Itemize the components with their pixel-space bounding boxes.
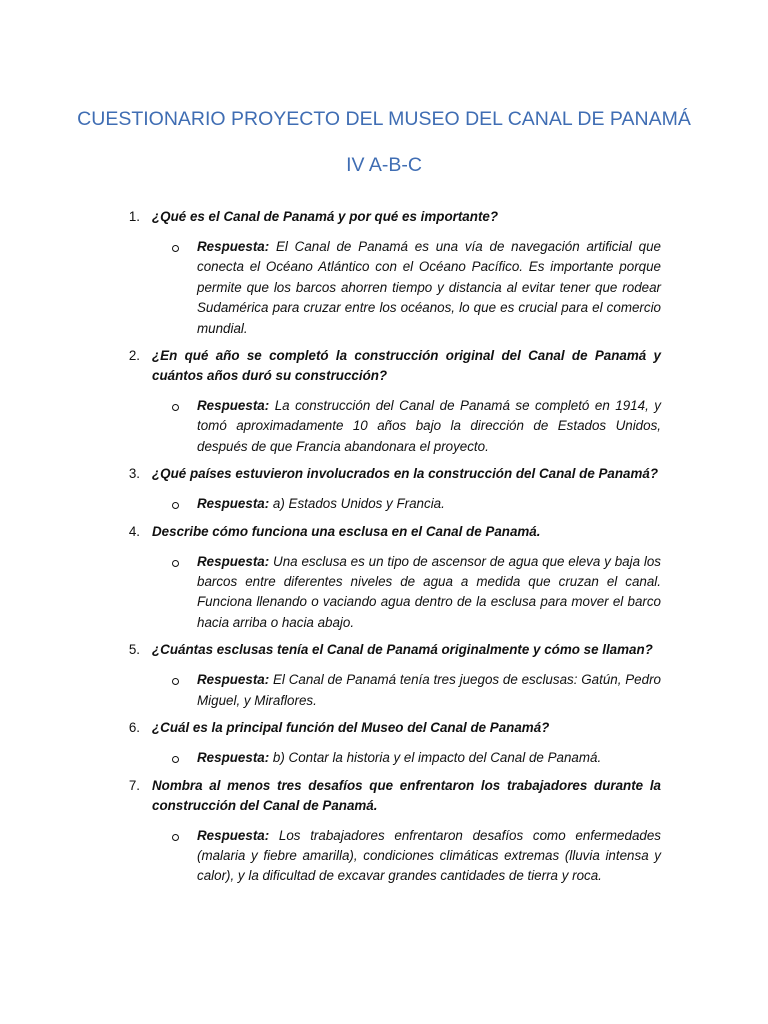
question-number: 5.: [128, 642, 140, 658]
question-text: Nombra al menos tres desafíos que enfrentaron los trabajadores durante la construcción del Canal de Panamá.: [152, 777, 661, 813]
answer-label: Respuesta:: [197, 827, 270, 843]
question-item: [0, 205, 768, 339]
question-text: ¿En qué año se completó la construcción original del Canal de Panamá y cuántos años duró su construcción?: [152, 348, 661, 384]
hollow-circle-bullet-icon: [172, 502, 179, 509]
answer-text: [197, 552, 661, 634]
question-text: ¿Qué países estuvieron involucrados en la construcción del Canal de Panamá?: [152, 466, 659, 482]
answer-body: Una esclusa es un tipo de ascensor de agua que eleva y baja los barcos entre diferentes niveles de agua a medida que cruzan el canal. Funciona llenando o vaciando agua dentro de la esclusa para mover el barco hacia arriba o hacia abajo.: [197, 553, 661, 630]
answer-item: [0, 670, 768, 711]
answer-body: a) Estados Unidos y Francia.: [272, 496, 445, 512]
hollow-circle-bullet-icon: [172, 245, 179, 252]
hollow-circle-bullet-icon: [172, 404, 179, 411]
answer-label: Respuesta:: [197, 553, 270, 569]
answer-item: [0, 826, 768, 887]
answer-text: [197, 396, 661, 457]
question-number: 6.: [128, 720, 140, 736]
answer-text: [197, 237, 661, 339]
question-number: 3.: [128, 466, 140, 482]
question-item: [0, 520, 768, 634]
question-item: [0, 638, 768, 711]
answer-label: Respuesta:: [197, 672, 270, 688]
answer-text: [197, 670, 661, 711]
answer-body: El Canal de Panamá es una vía de navegación artificial que conecta el Océano Atlántico con el Océano Pacífico. Es importante porque permite que los barcos ahorren tiempo y distancia al evitar tener que rodear Sudamérica para cruzar entre los océanos, lo que es crucial para el comercio mundial.: [197, 239, 661, 336]
question-item: [0, 344, 768, 457]
question-text: ¿Cuántas esclusas tenía el Canal de Panamá originalmente y cómo se llaman?: [152, 642, 653, 658]
hollow-circle-bullet-icon: [172, 560, 179, 567]
answer-item: [0, 396, 768, 457]
question-item: [0, 774, 768, 887]
question-list: [0, 205, 768, 892]
answer-body: La construcción del Canal de Panamá se completó en 1914, y tomó aproximadamente 10 años bajo la dirección de Estados Unidos, después de que Francia abandonara el proyecto.: [197, 398, 661, 454]
answer-text: [197, 748, 661, 768]
document-subtitle: IV A-B-C: [346, 154, 422, 176]
question-text: ¿Cuál es la principal función del Museo del Canal de Panamá?: [152, 720, 550, 736]
answer-item: [0, 494, 768, 514]
question-number: 1.: [128, 209, 140, 224]
question-text: ¿Qué es el Canal de Panamá y por qué es importante?: [152, 209, 499, 224]
answer-text: [197, 494, 661, 514]
answer-body: El Canal de Panamá tenía tres juegos de esclusas: Gatún, Pedro Miguel, y Miraflores.: [197, 672, 661, 708]
answer-item: [0, 748, 768, 768]
answer-body: b) Contar la historia y el impacto del Canal de Panamá.: [272, 750, 602, 766]
document-title: CUESTIONARIO PROYECTO DEL MUSEO DEL CANAL DE PANAMÁ: [77, 108, 691, 130]
answer-label: Respuesta:: [197, 750, 270, 766]
question-number: 4.: [128, 523, 140, 539]
question-item: [0, 716, 768, 768]
answer-text: [197, 826, 661, 887]
answer-label: Respuesta:: [197, 239, 270, 254]
hollow-circle-bullet-icon: [172, 678, 179, 685]
question-text: Describe cómo funciona una esclusa en el Canal de Panamá.: [152, 523, 541, 539]
answer-body: Los trabajadores enfrentaron desafíos como enfermedades (malaria y fiebre amarilla), condiciones climáticas extremas (lluvia intensa y calor), y la dificultad de excavar grandes cantidades de tierra y roca.: [197, 827, 661, 884]
question-number: 7.: [128, 777, 140, 793]
answer-label: Respuesta:: [197, 398, 270, 414]
answer-item: [0, 552, 768, 634]
question-number: 2.: [128, 348, 140, 364]
hollow-circle-bullet-icon: [172, 756, 179, 763]
question-item: [0, 462, 768, 514]
answer-item: [0, 237, 768, 339]
answer-label: Respuesta:: [197, 496, 270, 512]
hollow-circle-bullet-icon: [172, 834, 179, 841]
